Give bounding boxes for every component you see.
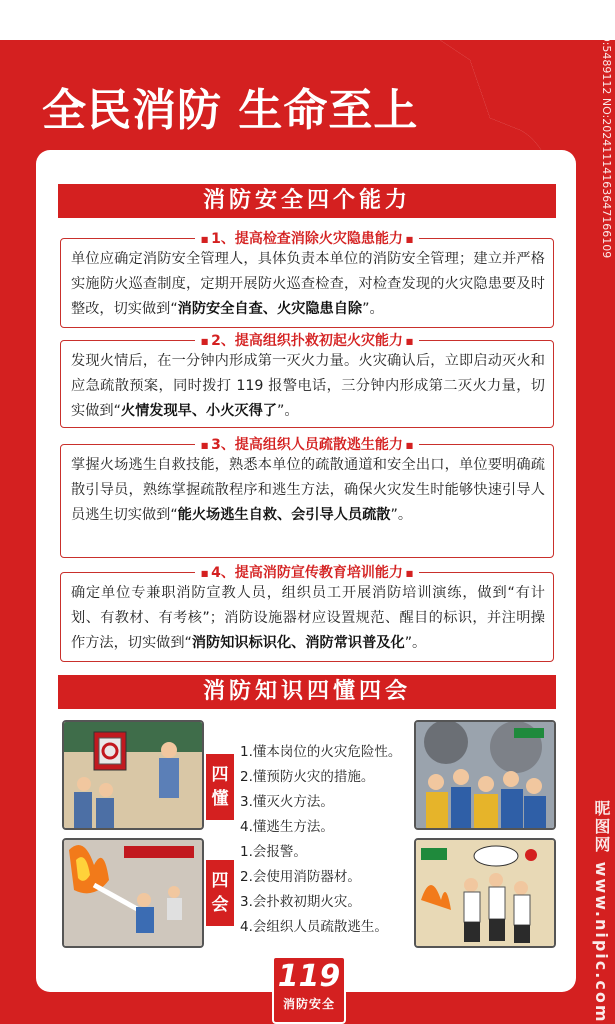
illustration-escape <box>414 838 556 948</box>
list-item: 4.会组织人员疏散逃生。 <box>240 919 388 935</box>
ability-text: 掌握火场逃生自救技能，熟悉本单位的疏散通道和安全出口，单位要明确疏散引导员，熟练掌握疏散程序和逃生方法，确保火灾发生时能够快速引导人员逃生切实做到“ <box>71 457 545 523</box>
illustration-firefighting <box>62 838 204 948</box>
ability-emphasis: 消防安全自查、火灾隐患自除 <box>177 301 363 317</box>
site-logo: 昵图网 www.nipic.com <box>592 800 611 1024</box>
understand-list <box>240 740 401 840</box>
ability-tail: ”。 <box>404 635 427 651</box>
section-header-knowledge: 消防知识四懂四会 <box>58 675 556 709</box>
ability-text: 确定单位专兼职消防宣教人员，组织员工开展消防培训演练，做到“有计划、有教材、有考核”；消防设施器材应设置规范、醒目的标识，并注明操作方法，切实做到“ <box>71 585 545 651</box>
tag-text: 四 <box>211 765 229 785</box>
ability-box-4 <box>60 565 554 662</box>
ability-heading: ■ 3、提高组织人员疏散逃生能力 ■ <box>195 437 419 453</box>
watermark-id: ID:5489112 NO:20241114163647166109 <box>600 30 613 259</box>
ability-heading: ■ 2、提高组织扑救初起火灾能力 ■ <box>195 333 419 349</box>
list-item: 3.会扑救初期火灾。 <box>240 894 361 910</box>
badge-number: 119 <box>277 959 341 994</box>
tag-four-understandings <box>206 754 234 820</box>
list-item: 1.懂本岗位的火灾危险性。 <box>240 744 402 760</box>
ability-tail: ”。 <box>390 507 413 523</box>
list-item: 2.懂预防火灾的措施。 <box>240 769 375 785</box>
list-item: 2.会使用消防器材。 <box>240 869 361 885</box>
ability-emphasis: 火情发现早、小火灭得了 <box>120 403 277 419</box>
list-item: 1.会报警。 <box>240 844 307 860</box>
ability-emphasis: 能火场逃生自救、会引导人员疏散 <box>177 507 391 523</box>
ability-tail: ”。 <box>362 301 384 317</box>
ability-box-1 <box>60 231 554 328</box>
tag-four-abilities <box>206 860 234 926</box>
tag-text: 懂 <box>211 789 229 809</box>
ability-box-2 <box>60 333 554 428</box>
ability-heading: ■ 1、提高检查消除火灾隐患能力 ■ <box>195 231 419 247</box>
badge-label: 消防安全 <box>282 997 335 1011</box>
ability-emphasis: 消防知识标识化、消防常识普及化 <box>191 635 405 651</box>
ability-list <box>240 840 388 940</box>
tag-text: 会 <box>211 895 229 915</box>
ability-box-3 <box>60 437 554 558</box>
list-item: 3.懂灭火方法。 <box>240 794 334 810</box>
page-title: 全民消防 生命至上 <box>42 85 419 136</box>
list-item: 4.懂逃生方法。 <box>240 819 334 835</box>
fire-safety-badge <box>272 956 346 1024</box>
section-header-abilities: 消防安全四个能力 <box>58 184 556 218</box>
illustration-evacuation <box>414 720 556 830</box>
tag-text: 四 <box>211 871 229 891</box>
ability-tail: ”。 <box>277 403 299 419</box>
ability-text: 发现火情后，在一分钟内形成第一灭火力量。火灾确认后，立即启动灭火和应急疏散预案，同时拨打 119 报警电话，三分钟内形成第二灭火力量，切实做到“ <box>71 353 545 419</box>
ability-text: 单位应确定消防安全管理人，具体负责本单位的消防安全管理；建立并严格实施防火巡查制度，定期开展防火巡查检查，对检查发现的火灾隐患要及时整改，切实做到“ <box>71 251 545 317</box>
ability-heading: ■ 4、提高消防宣传教育培训能力 ■ <box>195 565 419 581</box>
illustration-fire-cabinet <box>62 720 204 830</box>
